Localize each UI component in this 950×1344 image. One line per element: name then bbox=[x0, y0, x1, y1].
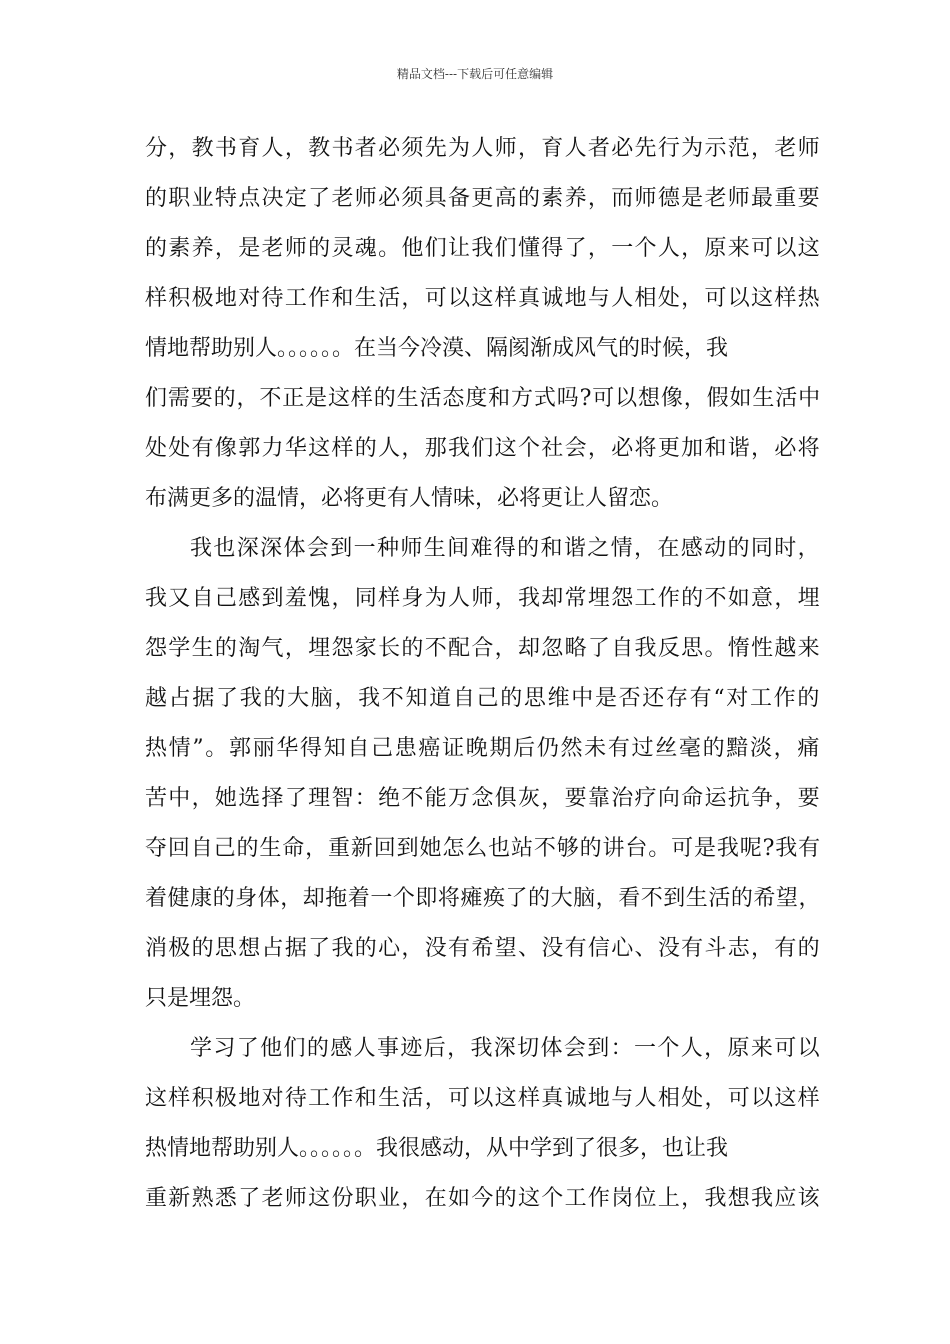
text-line: 处处有像郭力华这样的人，那我们这个社会，必将更加和谐，必将 bbox=[145, 436, 821, 461]
text-line: 的职业特点决定了老师必须具备更高的素养，而师德是老师最重要 bbox=[145, 186, 821, 211]
text-line: 着健康的身体，却拖着一个即将瘫痪了的大脑，看不到生活的希望， bbox=[145, 886, 821, 911]
text-line: 夺回自己的生命，重新回到她怎么也站不够的讲台。可是我呢?我有 bbox=[145, 836, 821, 861]
paragraph-1 bbox=[145, 124, 821, 524]
text-line: 我又自己感到羞愧，同样身为人师，我却常埋怨工作的不如意，埋 bbox=[145, 586, 821, 611]
text-line: 我也深深体会到一种师生间难得的和谐之情，在感动的同时， bbox=[190, 536, 821, 561]
text-line: 热情”。郭丽华得知自己患癌证晚期后仍然未有过丝毫的黯淡，痛 bbox=[145, 736, 821, 761]
text-line: 重新熟悉了老师这份职业，在如今的这个工作岗位上，我想我应该 bbox=[145, 1186, 821, 1211]
text-line: 情地帮助别人。。。。。。在当今冷漠、隔阂渐成风气的时候，我 bbox=[145, 336, 729, 361]
text-line: 分，教书育人，教书者必须先为人师，育人者必先行为示范，老师 bbox=[145, 136, 821, 161]
text-line: 怨学生的淘气，埋怨家长的不配合，却忽略了自我反思。惰性越来 bbox=[145, 636, 821, 661]
page-header: 精品文档---下载后可任意编辑 bbox=[396, 67, 554, 81]
text-line: 这样积极地对待工作和生活，可以这样真诚地与人相处，可以这样 bbox=[145, 1086, 821, 1111]
text-line: 苦中，她选择了理智：绝不能万念俱灰，要靠治疗向命运抗争，要 bbox=[145, 786, 821, 811]
text-line: 布满更多的温情，必将更有人情味，必将更让人留恋。 bbox=[145, 486, 674, 511]
document-body bbox=[145, 124, 821, 1224]
text-line: 越占据了我的大脑，我不知道自己的思维中是否还存有“对工作的 bbox=[145, 686, 821, 711]
text-line: 学习了他们的感人事迹后，我深切体会到：一个人，原来可以 bbox=[190, 1036, 821, 1061]
text-line: 消极的思想占据了我的心，没有希望、没有信心、没有斗志，有的 bbox=[145, 936, 821, 961]
text-line: 们需要的，不正是这样的生活态度和方式吗?可以想像，假如生活中 bbox=[145, 386, 821, 411]
text-line: 样积极地对待工作和生活，可以这样真诚地与人相处，可以这样热 bbox=[145, 286, 821, 311]
paragraph-2 bbox=[145, 524, 821, 1024]
text-line: 热情地帮助别人。。。。。。我很感动，从中学到了很多，也让我 bbox=[145, 1136, 729, 1161]
text-line: 只是埋怨。 bbox=[145, 986, 256, 1011]
paragraph-3 bbox=[145, 1024, 821, 1224]
text-line: 的素养，是老师的灵魂。他们让我们懂得了，一个人，原来可以这 bbox=[145, 236, 821, 261]
